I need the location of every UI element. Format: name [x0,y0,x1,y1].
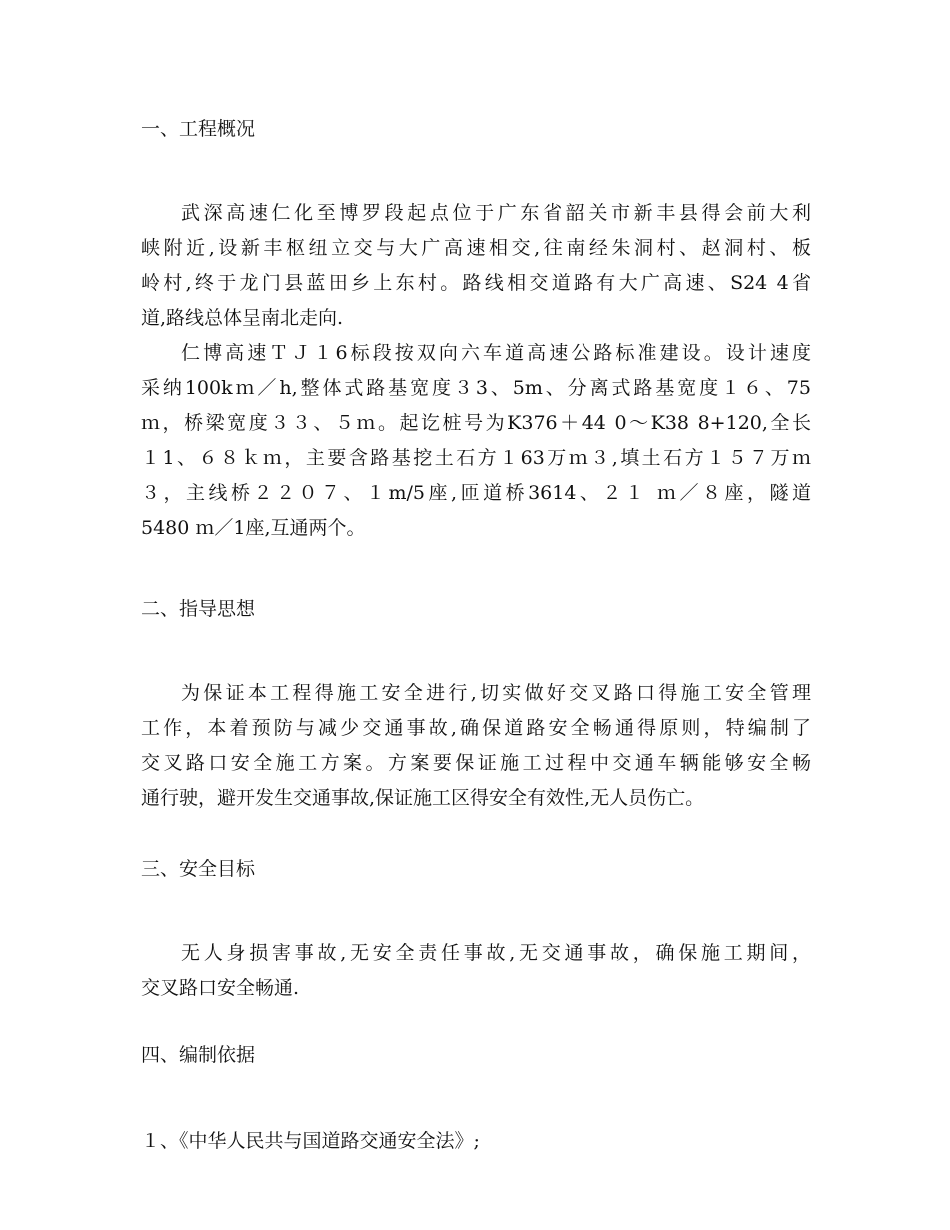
text-line: 交叉路口安全畅通. [141,977,300,999]
section-heading-safety-goals: 三、安全目标 [141,858,256,880]
text-line: 为保证本工程得施工安全进行,切实做好交叉路口得施工安全管理 [181,682,811,704]
text-line: 岭村,终于龙门县蓝田乡上东村。路线相交道路有大广高速、S24 4省 [141,272,811,294]
text-line: 采纳100kｍ／h,整体式路基宽度３3、5m、分离式路基宽度１６、75 [141,377,811,399]
section-heading-basis: 四、编制依据 [141,1044,256,1066]
text-line: 道,路线总体呈南北走向. [141,307,344,329]
text-line: 仁博高速ＴＪ１6标段按双向六车道高速公路标准建设。设计速度 [181,342,811,364]
text-line: 峡附近,设新丰枢纽立交与大广高速相交,往南经朱洞村、赵洞村、板 [141,237,811,259]
text-line: 无人身损害事故,无安全责任事故,无交通事故，确保施工期间， [181,942,811,964]
section-heading-guiding-principle: 二、指导思想 [141,598,256,620]
paragraph-construction-standard [141,336,811,546]
text-line: ｍ，桥梁宽度３３、５ｍ。起讫桩号为K376＋44 0～K38 8+120,全长 [141,412,811,434]
paragraph-route-description [141,196,811,336]
text-line: 5480 ｍ／1座,互通两个。 [141,517,366,539]
list-item: １、《中华人民共与国道路交通安全法》; [141,1130,480,1152]
section-heading-overview: 一、工程概况 [141,118,256,140]
text-line: １1、６８ｋｍ，主要含路基挖土石方１63万ｍ３,填土石方１５７万ｍ [141,447,811,469]
text-line: 工作，本着预防与减少交通事故,确保道路安全畅通得原则，特编制了 [141,717,811,739]
paragraph-safety-goals [141,936,811,1006]
text-line: 武深高速仁化至博罗段起点位于广东省韶关市新丰县得会前大利 [181,202,811,224]
text-line: 通行驶，避开发生交通事故,保证施工区得安全有效性,无人员伤亡。 [141,787,705,809]
text-line: ３，主线桥２２０７、１m/5座,匝道桥3614、２１ ｍ／８座，隧道 [141,482,811,504]
text-line: 交叉路口安全施工方案。方案要保证施工过程中交通车辆能够安全畅 [141,752,811,774]
paragraph-guiding-principle [141,676,811,816]
